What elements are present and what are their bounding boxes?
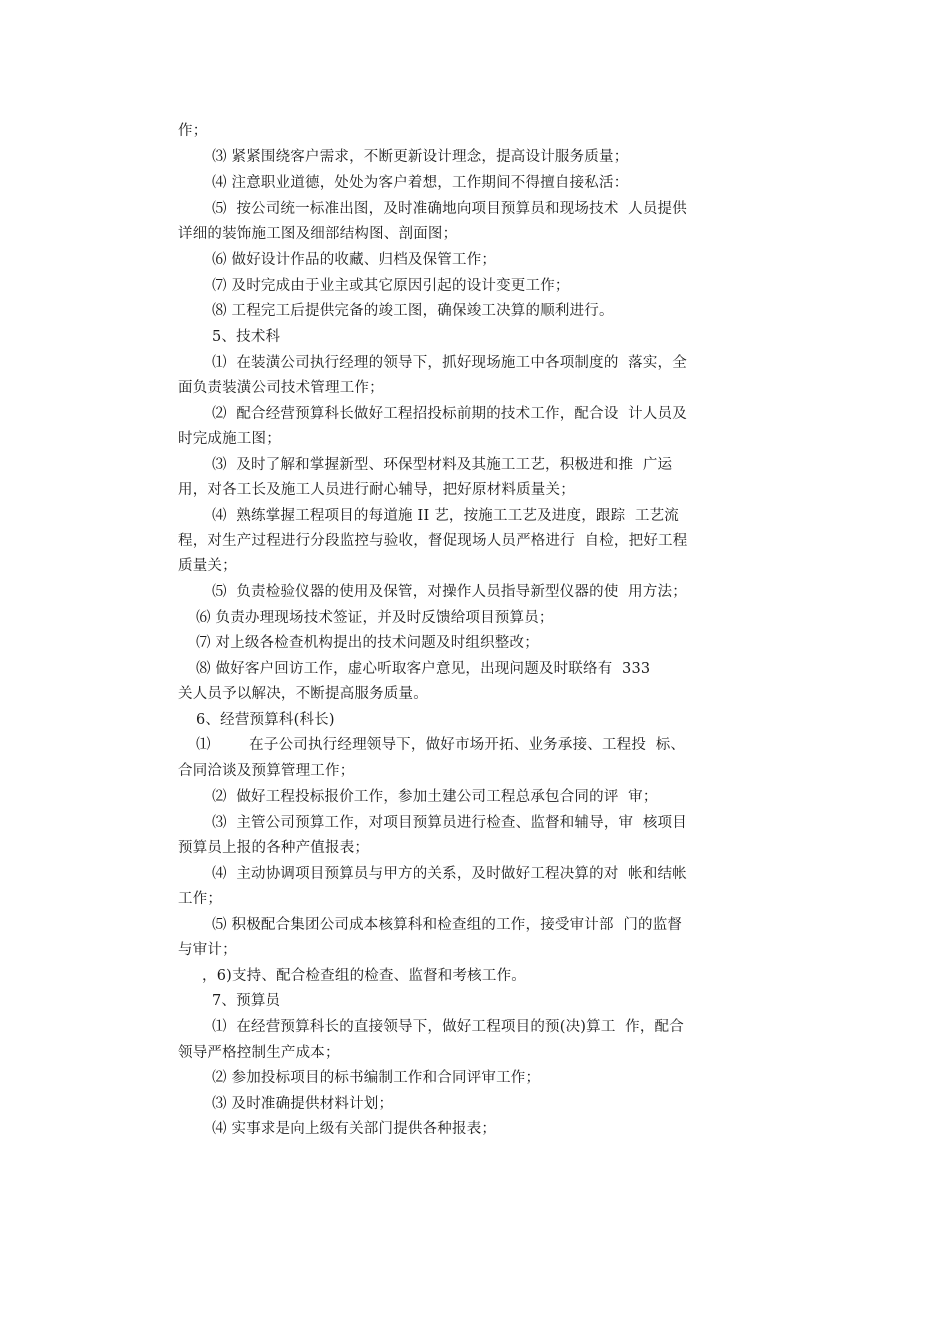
section-heading: 7、预算员 (212, 993, 281, 1009)
text-line: ⑸ 按公司统一标准出图，及时准确地向项目预算员和现场技术 人员提供 (212, 201, 687, 217)
text-line: 合同洽谈及预算管理工作； (178, 763, 355, 779)
text-line: 作； (178, 123, 208, 139)
text-line: 时完成施工图； (178, 431, 281, 447)
section-heading: 5、技术科 (212, 329, 281, 345)
text-line: 与审计； (178, 942, 237, 958)
text-line: ⑹ 负责办理现场技术签证，并及时反馈给项目预算员； (196, 610, 554, 626)
text-line: ⑵ 配合经营预算科长做好工程招投标前期的技术工作，配合设 计人员及 (212, 406, 687, 422)
text-line: 关人员予以解决，不断提高服务质量。 (178, 686, 428, 702)
text-line: ⑶ 紧紧围绕客户需求，不断更新设计理念，提高设计服务质量； (212, 149, 629, 165)
text-line: ⑶ 及时了解和掌握新型、环保型材料及其施工工艺，积极进和推 广运 (212, 457, 673, 473)
text-line: 预算员上报的各种产值报表； (178, 840, 370, 856)
text-line: ⑸ 积极配合集团公司成本核算科和检查组的工作，接受审计部 门的监督 (212, 917, 683, 933)
text-line: ⑶ 主管公司预算工作，对项目预算员进行检查、监督和辅导，审 核项目 (212, 815, 687, 831)
text-line: ⑴ 在子公司执行经理领导下，做好市场开拓、业务承接、工程投 标、 (196, 737, 686, 753)
text-line: 工作； (178, 891, 223, 907)
section-heading: 6、经营预算科(科长) (196, 712, 335, 728)
text-line: ⑺ 对上级各检查机构提出的技术问题及时组织整改； (196, 635, 539, 651)
text-line: ⑵ 参加投标项目的标书编制工作和合同评审工作； (212, 1070, 541, 1086)
text-line: ⑹ 做好设计作品的收藏、归档及保管工作； (212, 252, 497, 268)
text-line: ⑸ 负责检验仪器的使用及保管，对操作人员指导新型仪器的使 用方法； (212, 584, 687, 600)
text-line: 质量关； (178, 558, 237, 574)
text-line: ⑻ 做好客户回访工作，虚心听取客户意见，出现问题及时联络有 333 (196, 661, 651, 677)
text-line: 面负责装潢公司技术管理工作； (178, 380, 384, 396)
text-line: ⑷ 熟练掌握工程项目的每道施 II 艺，按施工工艺及进度，跟踪 工艺流 (212, 508, 680, 524)
text-line: ⑺ 及时完成由于业主或其它原因引起的设计变更工作； (212, 278, 570, 294)
text-line: ⑷ 注意职业道德，处处为客户着想，工作期间不得擅自接私活： (212, 175, 629, 191)
text-line: ⑴ 在经营预算科长的直接领导下，做好工程项目的预(决)算工 作，配合 (212, 1019, 684, 1035)
text-line: ⑻ 工程完工后提供完备的竣工图，确保竣工决算的顺利进行。 (212, 303, 614, 319)
text-line: 领导严格控制生产成本； (178, 1045, 340, 1061)
text-line: 详细的装饰施工图及细部结构图、剖面图； (178, 226, 458, 242)
text-line: ⑵ 做好工程投标报价工作，参加土建公司工程总承包合同的评 审； (212, 789, 658, 805)
text-line: 用，对各工长及施工人员进行耐心辅导，把好原材料质量关； (178, 482, 575, 498)
text-line: 程，对生产过程进行分段监控与验收，督促现场人员严格进行 自检，把好工程 (178, 533, 688, 549)
text-line: ，6)支持、配合检查组的检查、监督和考核工作。 (202, 968, 526, 984)
text-line: ⑷ 主动协调项目预算员与甲方的关系，及时做好工程决算的对 帐和结帐 (212, 866, 687, 882)
text-line: ⑶ 及时准确提供材料计划； (212, 1096, 394, 1112)
text-line: ⑷ 实事求是向上级有关部门提供各种报表； (212, 1121, 497, 1137)
text-line: ⑴ 在装潢公司执行经理的领导下，抓好现场施工中各项制度的 落实，全 (212, 355, 687, 371)
